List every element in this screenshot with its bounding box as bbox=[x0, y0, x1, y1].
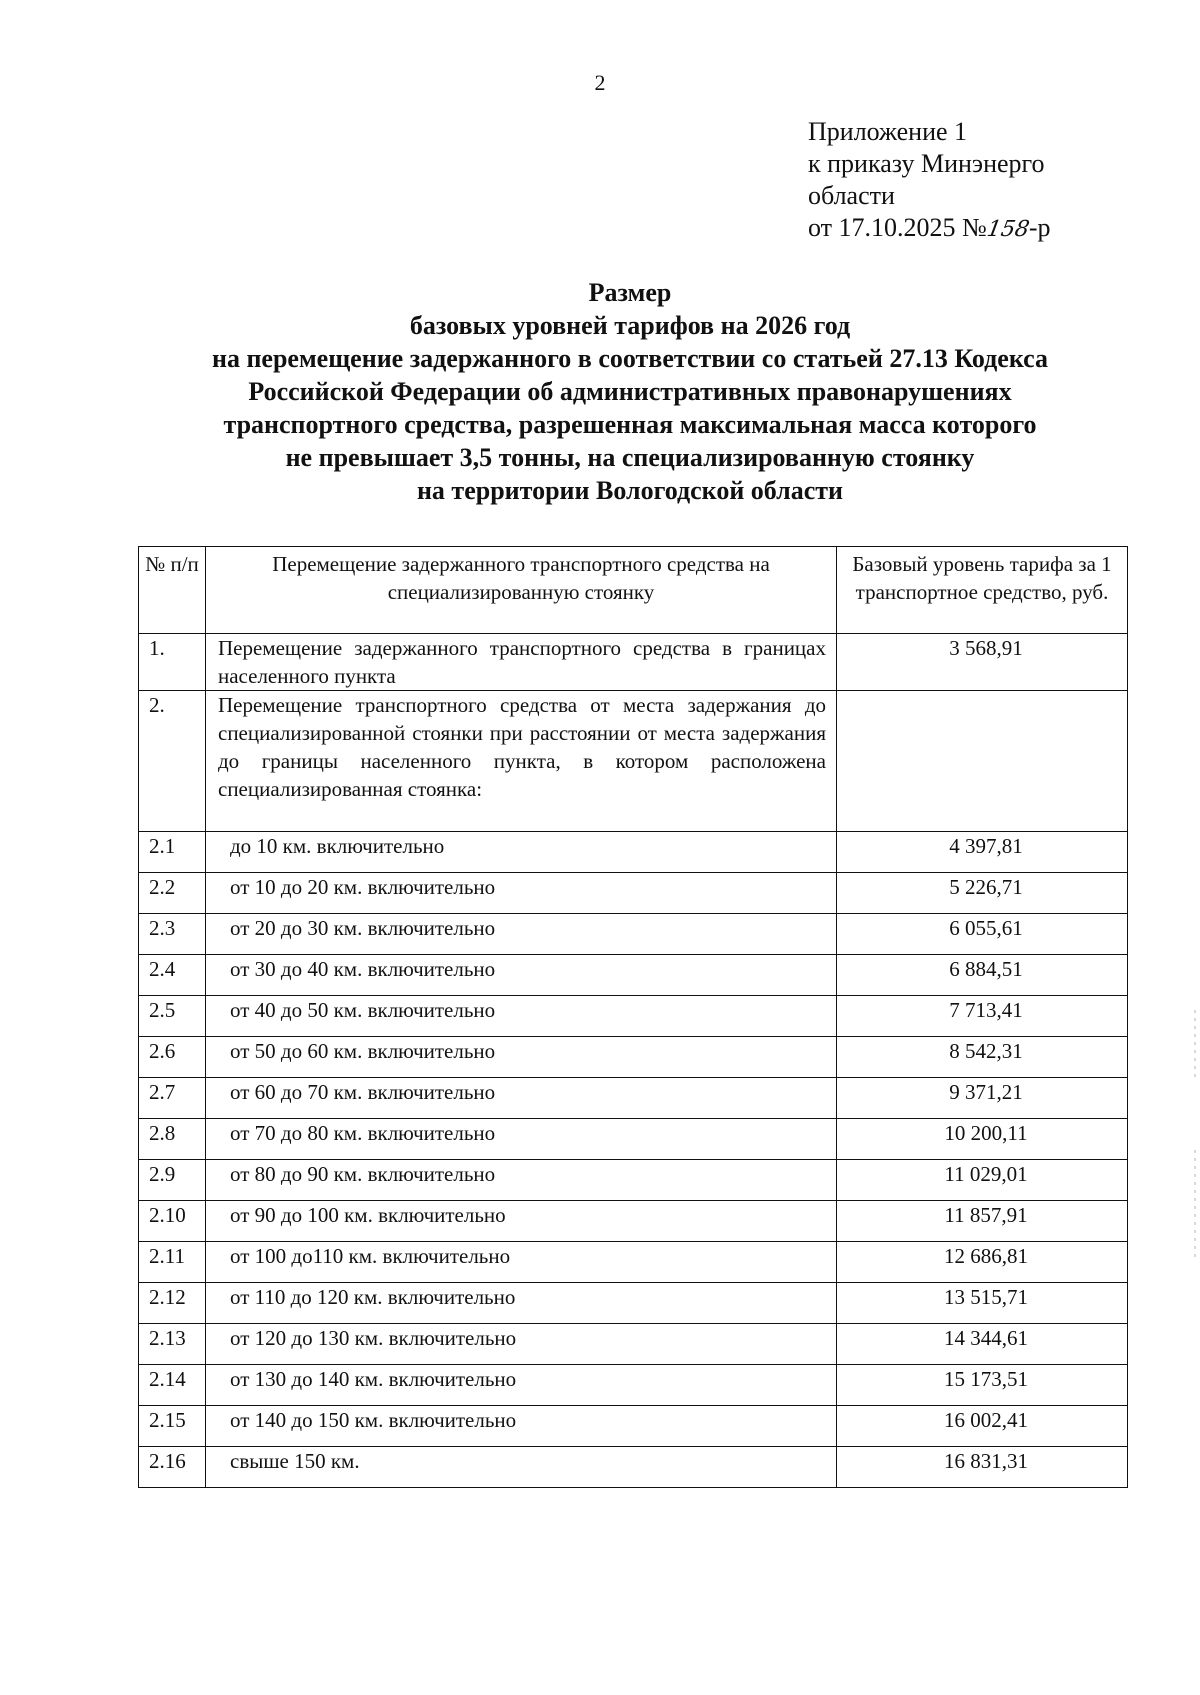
row-num: 2.10 bbox=[139, 1201, 206, 1242]
document-title bbox=[60, 276, 1200, 507]
row-num: 2.8 bbox=[139, 1119, 206, 1160]
table-row bbox=[139, 1447, 1128, 1488]
table-header-row bbox=[139, 547, 1128, 634]
row-value bbox=[837, 691, 1128, 832]
title-line-3: на перемещение задержанного в соответствии со статьей 27.13 Кодекса bbox=[211, 344, 1049, 373]
table-row bbox=[139, 873, 1128, 914]
table-row bbox=[139, 1119, 1128, 1160]
row-num: 2.12 bbox=[139, 1283, 206, 1324]
header-num bbox=[139, 547, 206, 634]
row-num: 2.15 bbox=[139, 1406, 206, 1447]
row-desc: Перемещение задержанного транспортного средства в границах населенного пункта bbox=[206, 634, 837, 691]
row-desc: от 20 до 30 км. включительно bbox=[206, 914, 837, 955]
table-row bbox=[139, 1324, 1128, 1365]
row-value: 6 055,61 bbox=[837, 914, 1128, 955]
header-value bbox=[837, 547, 1128, 634]
appendix-line-3: области bbox=[808, 181, 895, 210]
title-line-7: на территории Вологодской области bbox=[416, 476, 844, 505]
row-num: 2.5 bbox=[139, 996, 206, 1037]
header-num-text: № п/п bbox=[145, 552, 199, 576]
title-line-1: Размер bbox=[588, 278, 672, 307]
row-num: 2. bbox=[139, 691, 206, 832]
row-desc: от 100 до110 км. включительно bbox=[206, 1242, 837, 1283]
row-desc: от 90 до 100 км. включительно bbox=[206, 1201, 837, 1242]
scan-artifact bbox=[1194, 1150, 1196, 1260]
row-value: 11 857,91 bbox=[837, 1201, 1128, 1242]
table-row bbox=[139, 1160, 1128, 1201]
order-number-handwritten: 158 bbox=[984, 217, 1032, 242]
appendix-line-4 bbox=[808, 212, 1051, 246]
row-value: 12 686,81 bbox=[837, 1242, 1128, 1283]
row-num: 2.4 bbox=[139, 955, 206, 996]
table-row bbox=[139, 955, 1128, 996]
table-row bbox=[139, 1078, 1128, 1119]
table-row bbox=[139, 1037, 1128, 1078]
row-num: 2.1 bbox=[139, 832, 206, 873]
row-num: 2.11 bbox=[139, 1242, 206, 1283]
table-row bbox=[139, 832, 1128, 873]
row-value: 9 371,21 bbox=[837, 1078, 1128, 1119]
row-num: 2.2 bbox=[139, 873, 206, 914]
row-num: 2.7 bbox=[139, 1078, 206, 1119]
table-row bbox=[139, 634, 1128, 691]
row-value: 14 344,61 bbox=[837, 1324, 1128, 1365]
row-desc: от 50 до 60 км. включительно bbox=[206, 1037, 837, 1078]
row-value: 16 831,31 bbox=[837, 1447, 1128, 1488]
row-value: 5 226,71 bbox=[837, 873, 1128, 914]
row-desc: свыше 150 км. bbox=[206, 1447, 837, 1488]
title-line-6: не превышает 3,5 тонны, на специализированную стоянку bbox=[285, 443, 975, 472]
row-desc: Перемещение транспортного средства от места задержания до специализированной стоянки при расстоянии от места задержания до границы населенного пункта, в котором расположена специализированная стоянка: bbox=[206, 691, 837, 832]
row-value: 13 515,71 bbox=[837, 1283, 1128, 1324]
row-value: 8 542,31 bbox=[837, 1037, 1128, 1078]
table-row bbox=[139, 1201, 1128, 1242]
row-num: 1. bbox=[139, 634, 206, 691]
row-value: 3 568,91 bbox=[837, 634, 1128, 691]
table-row bbox=[139, 996, 1128, 1037]
table-row bbox=[139, 1365, 1128, 1406]
title-line-5: транспортного средства, разрешенная максимальная масса которого bbox=[223, 410, 1037, 439]
table-row bbox=[139, 691, 1128, 832]
row-desc: от 60 до 70 км. включительно bbox=[206, 1078, 837, 1119]
table-row bbox=[139, 914, 1128, 955]
title-line-2: базовых уровней тарифов на 2026 год bbox=[409, 311, 851, 340]
order-suffix: -р bbox=[1028, 213, 1051, 242]
title-line-4: Российской Федерации об административных правонарушениях bbox=[248, 377, 1012, 406]
row-value: 15 173,51 bbox=[837, 1365, 1128, 1406]
row-value: 7 713,41 bbox=[837, 996, 1128, 1037]
row-desc: от 140 до 150 км. включительно bbox=[206, 1406, 837, 1447]
row-num: 2.9 bbox=[139, 1160, 206, 1201]
tariff-table bbox=[138, 546, 1128, 1488]
page-number: 2 bbox=[594, 70, 606, 95]
header-value-text: Базовый уровень тарифа за 1 транспортное средство, руб. bbox=[852, 552, 1112, 604]
row-value: 11 029,01 bbox=[837, 1160, 1128, 1201]
row-num: 2.6 bbox=[139, 1037, 206, 1078]
row-value: 16 002,41 bbox=[837, 1406, 1128, 1447]
row-desc: от 40 до 50 км. включительно bbox=[206, 996, 837, 1037]
row-num: 2.14 bbox=[139, 1365, 206, 1406]
appendix-line-1: Приложение 1 bbox=[808, 117, 968, 146]
row-desc: от 120 до 130 км. включительно bbox=[206, 1324, 837, 1365]
row-value: 4 397,81 bbox=[837, 832, 1128, 873]
row-num: 2.3 bbox=[139, 914, 206, 955]
row-desc: от 80 до 90 км. включительно bbox=[206, 1160, 837, 1201]
header-desc-text: Перемещение задержанного транспортного средства на специализированную стоянку bbox=[272, 552, 770, 604]
row-desc: от 10 до 20 км. включительно bbox=[206, 873, 837, 914]
scan-artifact bbox=[1194, 1010, 1196, 1080]
row-desc: от 110 до 120 км. включительно bbox=[206, 1283, 837, 1324]
table-row bbox=[139, 1283, 1128, 1324]
appendix-block bbox=[808, 116, 1051, 246]
row-value: 6 884,51 bbox=[837, 955, 1128, 996]
row-num: 2.13 bbox=[139, 1324, 206, 1365]
table-row bbox=[139, 1242, 1128, 1283]
appendix-line-2: к приказу Минэнерго bbox=[808, 149, 1045, 178]
row-value: 10 200,11 bbox=[837, 1119, 1128, 1160]
table-row bbox=[139, 1406, 1128, 1447]
order-date: от 17.10.2025 № bbox=[808, 213, 987, 242]
row-desc: от 130 до 140 км. включительно bbox=[206, 1365, 837, 1406]
row-desc: от 70 до 80 км. включительно bbox=[206, 1119, 837, 1160]
row-desc: от 30 до 40 км. включительно bbox=[206, 955, 837, 996]
row-desc: до 10 км. включительно bbox=[206, 832, 837, 873]
row-num: 2.16 bbox=[139, 1447, 206, 1488]
header-desc bbox=[206, 547, 837, 634]
